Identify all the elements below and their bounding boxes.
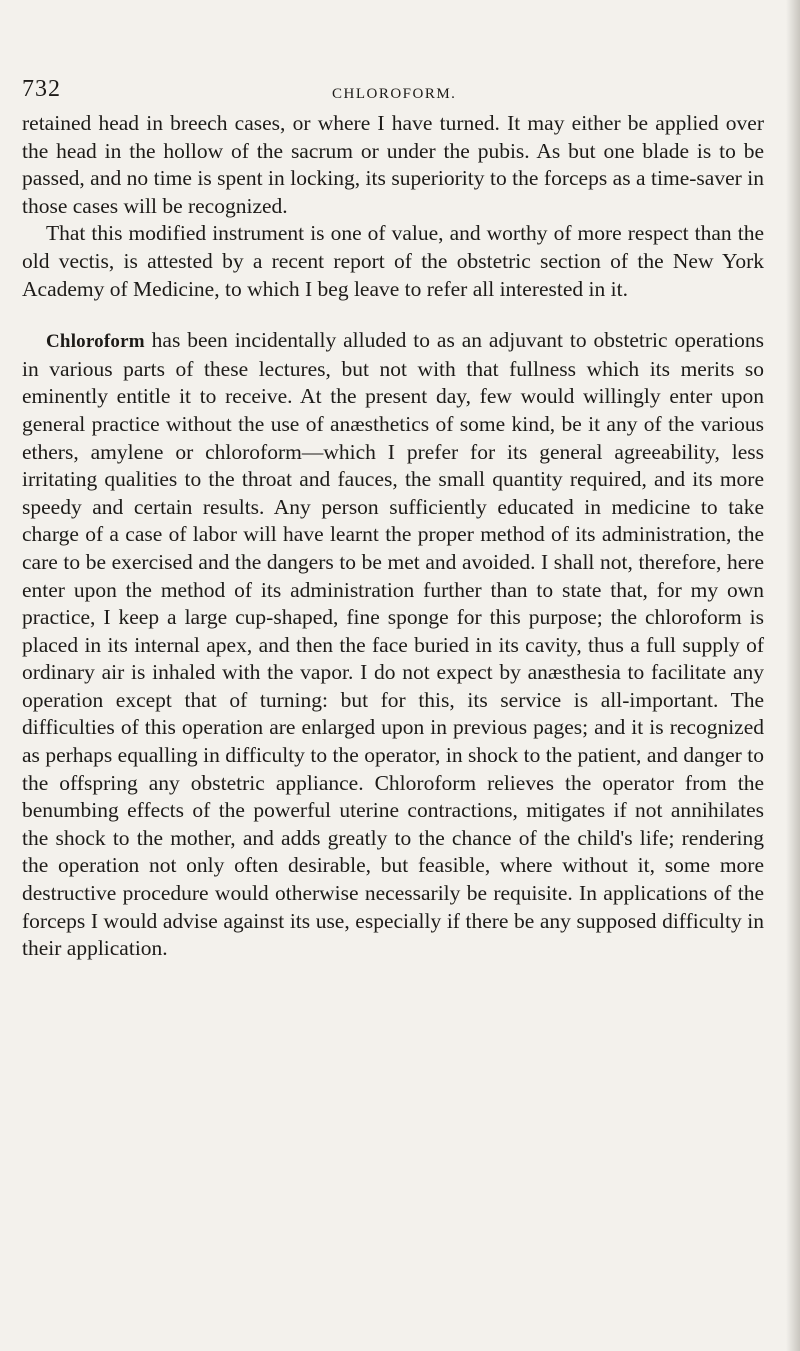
paragraph-chloroform-text: has been incidentally alluded to as an adjuvant to obstetric operations in various parts of these lectures, but not with that fullness which its merits so eminently entitle it to receive. At the present day, few would willingly enter upon general practice without the use of anæsthetics of some kind, be it any of the various ethers, amylene or chloroform—which I prefer for its general agreeability, less irritating qualities to the throat and fauces, the small quantity required, and its more speedy and certain results. Any person sufficiently educated in medicine to take charge of a case of labor will have learnt the proper method of its administration, the care to be exercised and the dangers to be met and avoided. I shall not, therefore, here enter upon the method of its administration further than to state that, for my own practice, I keep a large cup-shaped, fine sponge for this purpose; the chloroform is placed in its internal apex, and then the face buried in its cavity, thus a full supply of ordinary air is inhaled with the vapor. I do not expect by anæsthesia to facilitate any operation except that of turning: but for this, its service is all-important. The difficulties of this operation are enlarged upon in previous pages; and it is recognized as perhaps equalling in difficulty to the operator, in shock to the patient, and danger to the offspring any obstetric appliance. Chloroform relieves the operator from the benumbing effects of the powerful uterine contractions, mitigates if not annihilates the shock to the mother, and adds greatly to the chance of the child's life; rendering the operation not only often desirable, but feasible, where without it, some more destructive procedure would otherwise necessarily be requisite. In applications of the forceps I would advise against its use, especially if there be any supposed difficulty in their application. [22, 328, 764, 961]
paragraph-continuation: retained head in breech cases, or where I have turned. It may either be applied over the head in the hollow of the sacrum or under the pubis. As but one blade is to be passed, and no time is spent in locking, its superiority to the forceps as a time-saver in those cases will be recognized. [22, 111, 764, 218]
paragraph-chloroform [22, 327, 764, 963]
section-lead-term: Chloroform [46, 331, 145, 353]
running-head: CHLOROFORM. [332, 86, 457, 102]
page-number: 732 [22, 76, 61, 102]
paragraph-vectis-report: That this modified instrument is one of value, and worthy of more respect than the old vectis, is attested by a recent report of the obstetric section of the New York Academy of Medicine, to which I beg leave to refer all interested in it. [22, 221, 764, 301]
page-header [22, 76, 756, 106]
page-edge-shadow [786, 0, 800, 1351]
body-text [22, 110, 764, 963]
